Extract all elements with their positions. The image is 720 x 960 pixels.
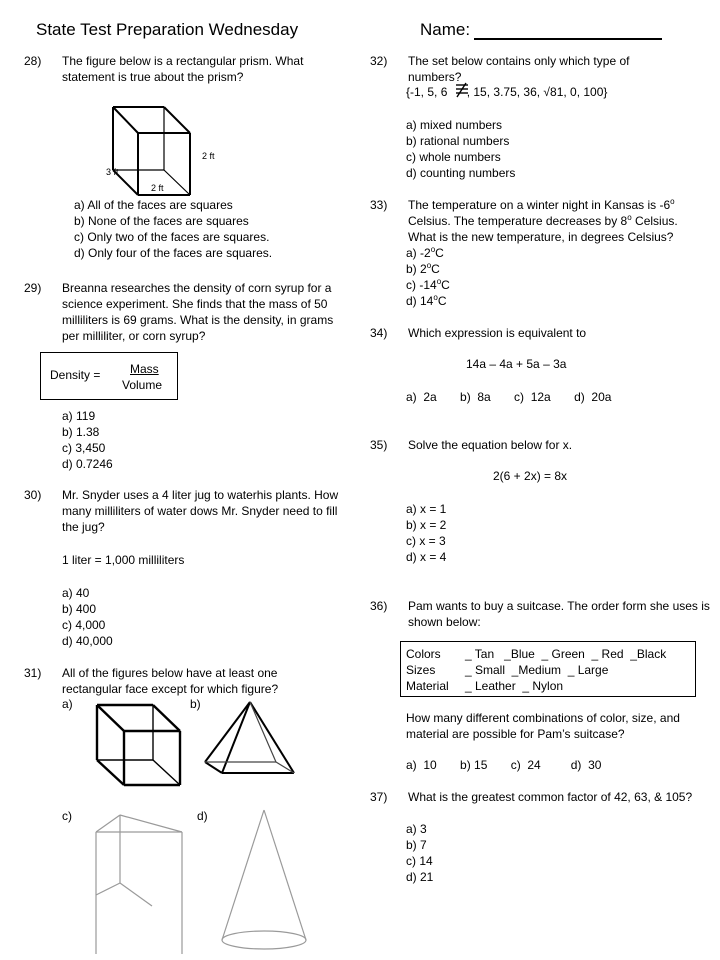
answer-options [406, 501, 446, 565]
figure-label-a: a) [62, 697, 73, 711]
question-text [408, 197, 718, 245]
option-a: a) All of the faces are squares [74, 198, 233, 212]
question-text: Mr. Snyder uses a 4 liter jug to waterhis plants. How many milliliters of water dows Mr. Snyder need to fill the jug? [62, 488, 339, 534]
number-set [406, 85, 607, 99]
option-b: b) 1.38 [62, 425, 100, 439]
option-value: b) 2 [406, 262, 427, 276]
option-value: c) -14 [406, 278, 437, 292]
order-form [400, 641, 696, 697]
question-number: 33) [370, 198, 388, 212]
option-b: b) None of the faces are squares [74, 214, 249, 228]
degree-mark: o [430, 245, 436, 254]
option-d: d) Only four of the faces are squares. [74, 246, 273, 260]
question-number: 36) [370, 599, 388, 613]
answer-options [406, 821, 433, 885]
answer-options: a) 2a b) 8a c) 12a d) 20a [406, 390, 612, 404]
question-number: 28) [24, 54, 42, 68]
question-number: 29) [24, 281, 42, 295]
option-c: c) whole numbers [406, 150, 501, 164]
figure-label-c: c) [62, 809, 72, 823]
option-a: a) 3 [406, 822, 427, 836]
question-number: 34) [370, 326, 388, 340]
question-line: The temperature on a winter night in Kansas is -6 [408, 198, 671, 212]
equation: 2(6 + 2x) = 8x [493, 469, 568, 483]
formula-label: Density = [50, 368, 101, 382]
answer-options [406, 245, 450, 309]
answer-options: a) 10 b) 15 c) 24 d) 30 [406, 758, 602, 772]
formula-numerator: Mass [130, 362, 159, 376]
form-row-label: Colors [406, 647, 441, 661]
set-start: {-1, 5, 6 [406, 85, 448, 99]
degree-mark: o [433, 293, 438, 302]
degree-mark: o [670, 197, 675, 206]
form-row-items: _ Small _Medium _ Large [465, 663, 609, 677]
form-row-items: _ Leather _ Nylon [465, 679, 564, 693]
form-row-label: Sizes [406, 663, 436, 677]
option-d [406, 293, 450, 309]
form-row-items: _ Tan _Blue _ Green _ Red _Black [465, 647, 667, 661]
name-label: Name: [420, 20, 471, 39]
option-unit: C [435, 246, 444, 260]
question-text: The set below contains only which type of numbers? [408, 54, 630, 84]
question-line: Celsius. The temperature decreases by 8 [408, 214, 628, 228]
question-line: What is the new temperature, in degrees Celsius? [408, 230, 674, 244]
option-unit: C [431, 262, 440, 276]
option-d: d) counting numbers [406, 166, 516, 180]
option-d: d) x = 4 [406, 550, 447, 564]
question-number: 31) [24, 666, 42, 680]
worksheet-title: State Test Preparation Wednesday [36, 20, 299, 39]
question-text: What is the greatest common factor of 42, 63, & 105? [408, 790, 693, 804]
figure-label-d: d) [197, 809, 208, 823]
option-b: b) 7 [406, 838, 427, 852]
option-c: c) 4,000 [62, 618, 106, 632]
dimension-label: 2 ft [202, 151, 215, 161]
option-c [406, 277, 450, 293]
question-text: Pam wants to buy a suitcase. The order form she uses is shown below: [408, 599, 710, 629]
option-a: a) x = 1 [406, 502, 447, 516]
option-c: c) 14 [406, 854, 433, 868]
question-text: Solve the equation below for x. [408, 438, 573, 452]
set-rest: , 15, 3.75, 36, √81, 0, 100} [463, 85, 608, 99]
degree-mark: o [426, 261, 432, 270]
option-d: d) 21 [406, 870, 434, 884]
question-number: 32) [370, 54, 388, 68]
option-d: d) 40,000 [62, 634, 113, 648]
option-a [406, 245, 450, 261]
question-number: 37) [370, 790, 388, 804]
degree-mark: o [436, 277, 442, 286]
expression: 14a – 4a + 5a – 3a [466, 357, 567, 371]
question-text: The figure below is a rectangular prism. What statement is true about the prism? [62, 54, 304, 84]
question-line: Celsius. [631, 214, 678, 228]
option-unit: C [437, 294, 447, 308]
dimension-label: 2 ft [151, 183, 164, 193]
answer-options [406, 117, 515, 181]
question-36-prompt: How many different combinations of color, size, and material are possible for Pam’s suitcase? [406, 711, 680, 741]
figure-label-b: b) [190, 697, 201, 711]
question-text: Which expression is equivalent to [408, 326, 587, 340]
option-a: a) 40 [62, 586, 90, 600]
option-d: d) 0.7246 [62, 457, 113, 471]
option-unit: C [441, 278, 450, 292]
option-b [406, 261, 450, 277]
option-c: c) x = 3 [406, 534, 446, 548]
option-a: a) mixed numbers [406, 118, 503, 132]
option-b: b) x = 2 [406, 518, 447, 532]
fraction-glyph [454, 81, 470, 102]
form-row-label: Material [406, 679, 449, 693]
option-value: d) 14 [406, 294, 434, 308]
degree-mark: o [627, 213, 632, 222]
question-text: Breanna researches the density of corn syrup for a science experiment. She finds that the mass of 50 milliliters is 69 grams. What is the density, in grams per milliliter, or corn syrup? [62, 281, 334, 343]
option-value: a) -2 [406, 246, 431, 260]
question-number: 30) [24, 488, 42, 502]
question-number: 35) [370, 438, 388, 452]
option-a: a) 119 [62, 409, 96, 423]
conversion-note: 1 liter = 1,000 milliliters [62, 553, 185, 567]
option-b: b) 400 [62, 602, 97, 616]
option-b: b) rational numbers [406, 134, 510, 148]
question-text: All of the figures below have at least one rectangular face except for which figure? [62, 666, 279, 696]
option-c: c) Only two of the faces are squares. [74, 230, 270, 244]
dimension-label: 3 ft [106, 167, 119, 177]
option-c: c) 3,450 [62, 441, 106, 455]
formula-denominator: Volume [122, 378, 163, 392]
